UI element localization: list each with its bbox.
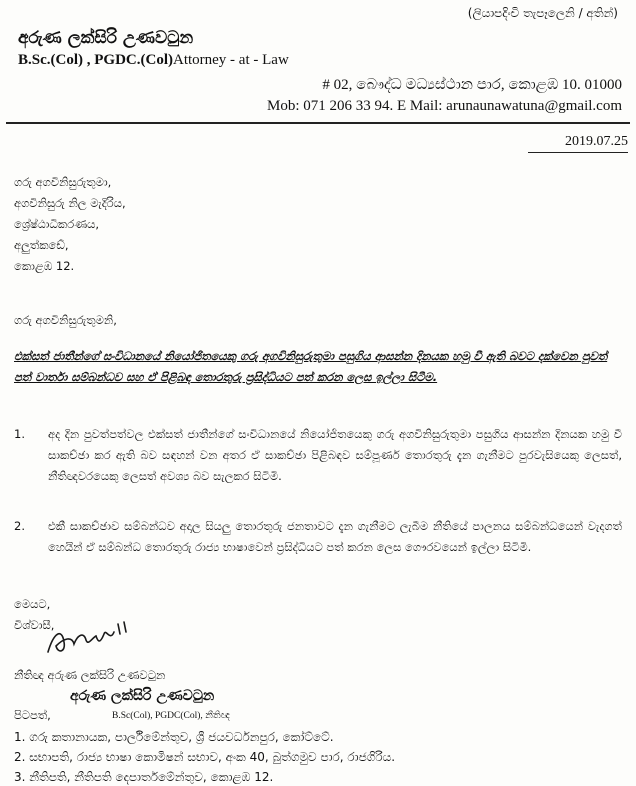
recipient-line: අගවිනිසුරු නිල මැදිරිය, xyxy=(14,196,126,210)
stamp-qualification: B.Sc(Col), PGDC(Col), නීතිඥ xyxy=(112,711,230,721)
delivery-method-tag: (ලියාපදිංචි තැපෑලෙනි / අතින්) xyxy=(467,6,618,20)
salutation: ගරු අගවිනිසුරුතුමනි, xyxy=(14,313,117,327)
closing-line: මෙයට, xyxy=(14,597,51,611)
qualification-degrees: B.Sc.(Col) , PGDC.(Col) xyxy=(18,52,173,68)
closing-line: විශ්වාසී, xyxy=(14,618,55,632)
copy-recipient-2: 2. සභාපති, රාජ්‍ය භාෂා කොමිෂන් සභාව, අංක 40, බුත්ගමුව පාර, රාජගිරිය. xyxy=(14,750,396,764)
paragraph-2 xyxy=(14,516,622,558)
letterhead-contact: Mob: 071 206 33 94. E Mail: arunaunawatuna@gmail.com xyxy=(267,98,622,114)
letter-date: 2019.07.25 xyxy=(528,134,628,153)
paragraph-text: එකී සාකච්ඡාව සම්බන්ධව අදාල සියලු තොරතුරු ජනතාවට දැන ගැනීමට ලැබීම නීතියේ පාලනය සම්බන්ධයෙන් වැදගත් හෙයින් ඒ සම්බන්ධ තොරතුරු රාජ්‍ය භාෂාවෙන් ප්‍රසිද්ධියට පත් කරන ලෙස ගෞරවයෙන් ඉල්ලා සිටිමි. xyxy=(48,519,622,554)
copy-recipient-3: 3. නීතිපති, නීතිපති දෙපාර්තමේන්තුව, කොළඹ 12. xyxy=(14,770,274,784)
stamp-name: අරුණ ලක්සිරි උණවටුන xyxy=(70,688,215,704)
paragraph-number: 2. xyxy=(14,519,25,533)
recipient-line: ශ්‍රේෂ්ඨාධිකරණය, xyxy=(14,217,100,231)
paragraph-1 xyxy=(14,424,622,487)
recipient-line: අලුත්කඩේ, xyxy=(14,238,69,252)
qualification-title: Attorney - at - Law xyxy=(172,52,289,68)
signer-line: නීතිඥ අරුණ ලක්සිරි උණවටුන xyxy=(14,668,166,682)
header-divider xyxy=(6,122,630,124)
paragraph-text: අද දින පුවත්පත්වල එක්සත් ජාතීන්ගේ සංවිධානයේ නියෝජිතයෙකු ගරු අගවිනිසුරුතුමා පසුගිය ආසන්න දිනයක හමු වී සාකච්ඡා කර ඇති බව සඳහන් වන අතර ඒ සාකච්ඡා පිළිබඳව සම්පූර්ණ තොරතුරු දැන ගැනීමට පුරවැසියෙකු ලෙසත්, නීතිඥවරයෙකු ලෙසත් අවශ්‍ය බව සැලකර සිටිමි. xyxy=(48,427,622,483)
recipient-address xyxy=(14,172,622,277)
copy-recipient-1: 1. ගරු කතානායක, පාර්ලිමේන්තුව, ශ්‍රී ජයවර්ධනපුර, කෝට්ටේ. xyxy=(14,730,334,744)
letterhead-address: # 02, බෞද්ධ මධ්‍යස්ථාන පාර, කොළඹ 10. 01000 xyxy=(322,77,622,93)
letter-subject: එක්සත් ජාතීන්ගේ සංවිධානයේ නියෝජිතයෙකු ගරු අගවිනිසුරුතුමා පසුගිය ආසන්න දිනයක හමු වී ඇති බවට දක්වෙන පුවත් පත් වාර්තා සම්බන්ධව සහ ඒ පිළිබඳ තොරතුරු ප්‍රසිද්ධියට පත් කරන ලෙස ඉල්ලා සිටීම. xyxy=(14,349,608,384)
handwritten-signature xyxy=(44,618,134,660)
recipient-line: කොළඹ 12. xyxy=(14,259,75,273)
paragraph-number: 1. xyxy=(14,427,25,441)
recipient-line: ගරු අගවිනිසුරුතුමා, xyxy=(14,175,112,189)
letterhead-qualifications xyxy=(18,52,289,69)
letterhead-name: අරුණ ලක්සිරි උණවටුන xyxy=(18,28,194,48)
copies-label: පිටපත්, xyxy=(14,708,51,722)
